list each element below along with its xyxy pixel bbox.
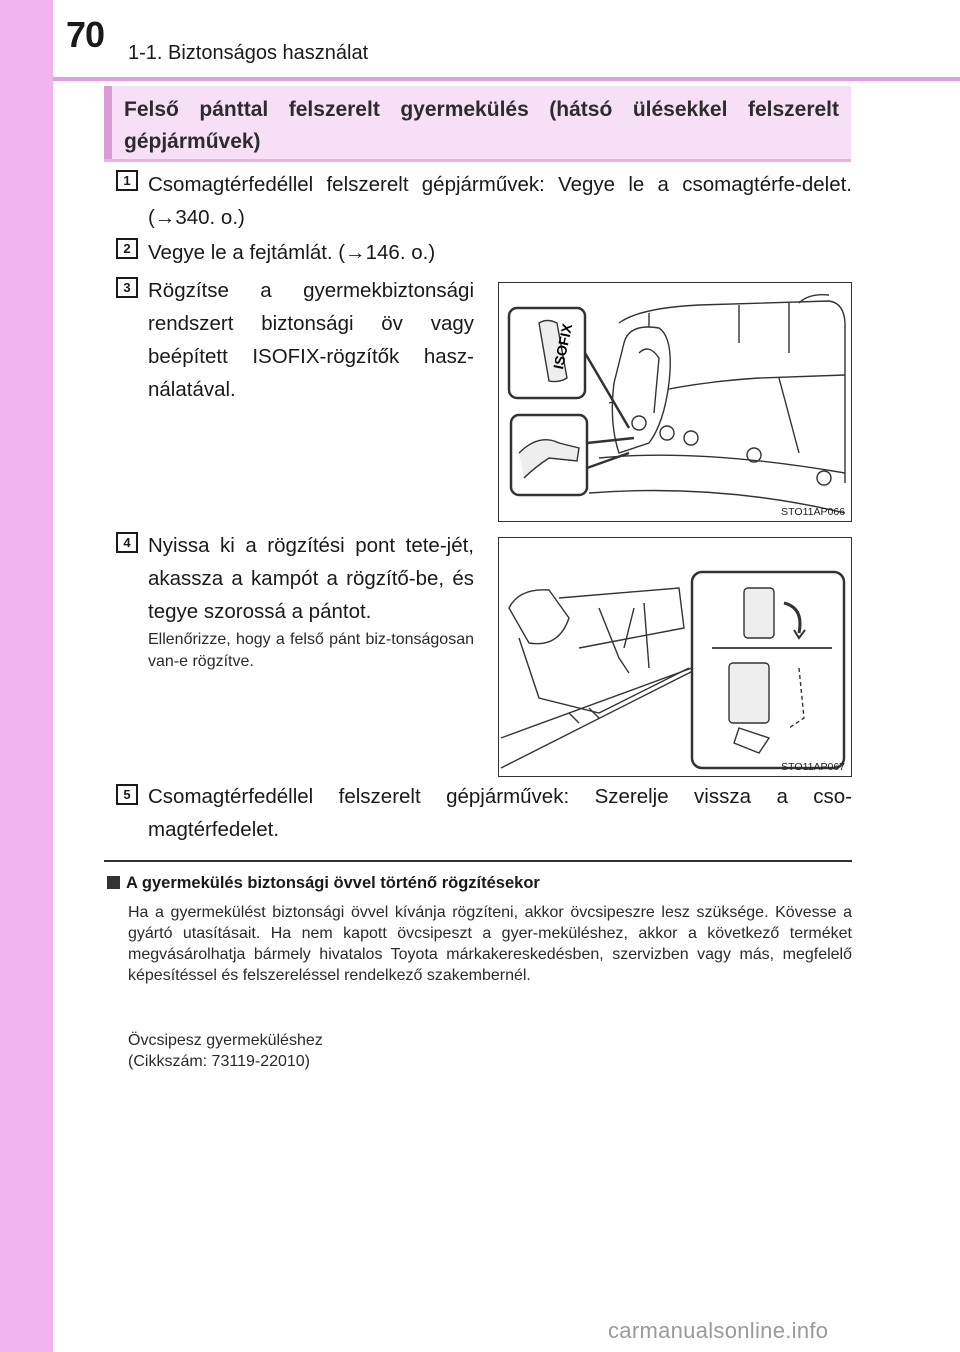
step-number-5: 5 — [116, 784, 138, 805]
step-number-1: 1 — [116, 170, 138, 191]
section-paragraph: Ha a gyermekülést biztonsági övvel kívánja rögzíteni, akkor övcsipeszre lesz szüksége. Kövesse a gyártó utasításait. Ha nem kapott övcsipeszt a gyer-meküléshez, akkor a következő terméket megvásárolhatja bármely hivatalos Toyota márkakereskedésben, szervizben vagy más, megfelelő képesítéssel és felszereléssel rendelkező szakembernél. — [128, 904, 852, 984]
step-5-text: Csomagtérfedéllel felszerelt gépjárművek: Szerelje vissza a cso-magtérfedelet. — [148, 785, 852, 841]
section-header: 1-1. Biztonságos használat — [128, 42, 369, 64]
page-sidebar-band — [0, 0, 53, 1352]
step-4-note: Ellenőrizze, hogy a felső pánt biz-tonságosan van-e rögzítve. — [148, 631, 474, 670]
title-box — [104, 86, 851, 161]
step-2-text: Vegye le a fejtámlát. (→146. o.) — [148, 241, 436, 264]
step-4-text: Nyissa ki a rögzítési pont tete-jét, akassza a kampót a rögzítő-be, és tegye szorossá a pántot. — [148, 534, 474, 623]
step-number-4: 4 — [116, 532, 138, 553]
step-number-2: 2 — [116, 238, 138, 259]
step-3-text: Rögzítse a gyermekbiztonsági rendszert biztonsági öv vagy beépített ISOFIX-rögzítők hasz-nálatával. — [148, 279, 474, 401]
section-heading-text: A gyermekülés biztonsági övvel történő rögzítésekor — [126, 874, 540, 892]
page-number: 70 — [66, 14, 105, 55]
title-box-text: Felső pánttal felszerelt gyermekülés (hátsó ülésekkel felszerelt gépjárművek) — [124, 98, 839, 153]
figure-1-code: STO11AP066 — [781, 506, 845, 518]
section-heading — [107, 874, 540, 893]
isofix-illustration — [499, 283, 853, 523]
square-bullet-icon — [107, 876, 120, 889]
figure-isofix-seat — [498, 282, 852, 522]
step-number-3: 3 — [116, 277, 138, 298]
isofix-label: ISOFIX — [550, 322, 576, 371]
figure-2-code: STO11AP067 — [781, 761, 845, 773]
part-number-label: Övcsipesz gyermeküléshez (Cikkszám: 73119-22010) — [128, 1032, 323, 1070]
header-rule — [53, 77, 960, 81]
step-1-text: Csomagtérfedéllel felszerelt gépjárművek: Vegye le a csomagtérfe-delet. (→340. o.) — [148, 173, 852, 229]
tether-illustration — [499, 538, 853, 778]
figure-top-tether — [498, 537, 852, 777]
watermark: carmanualsonline.info — [608, 1318, 829, 1343]
section-divider — [104, 860, 852, 862]
title-underline — [104, 159, 851, 162]
